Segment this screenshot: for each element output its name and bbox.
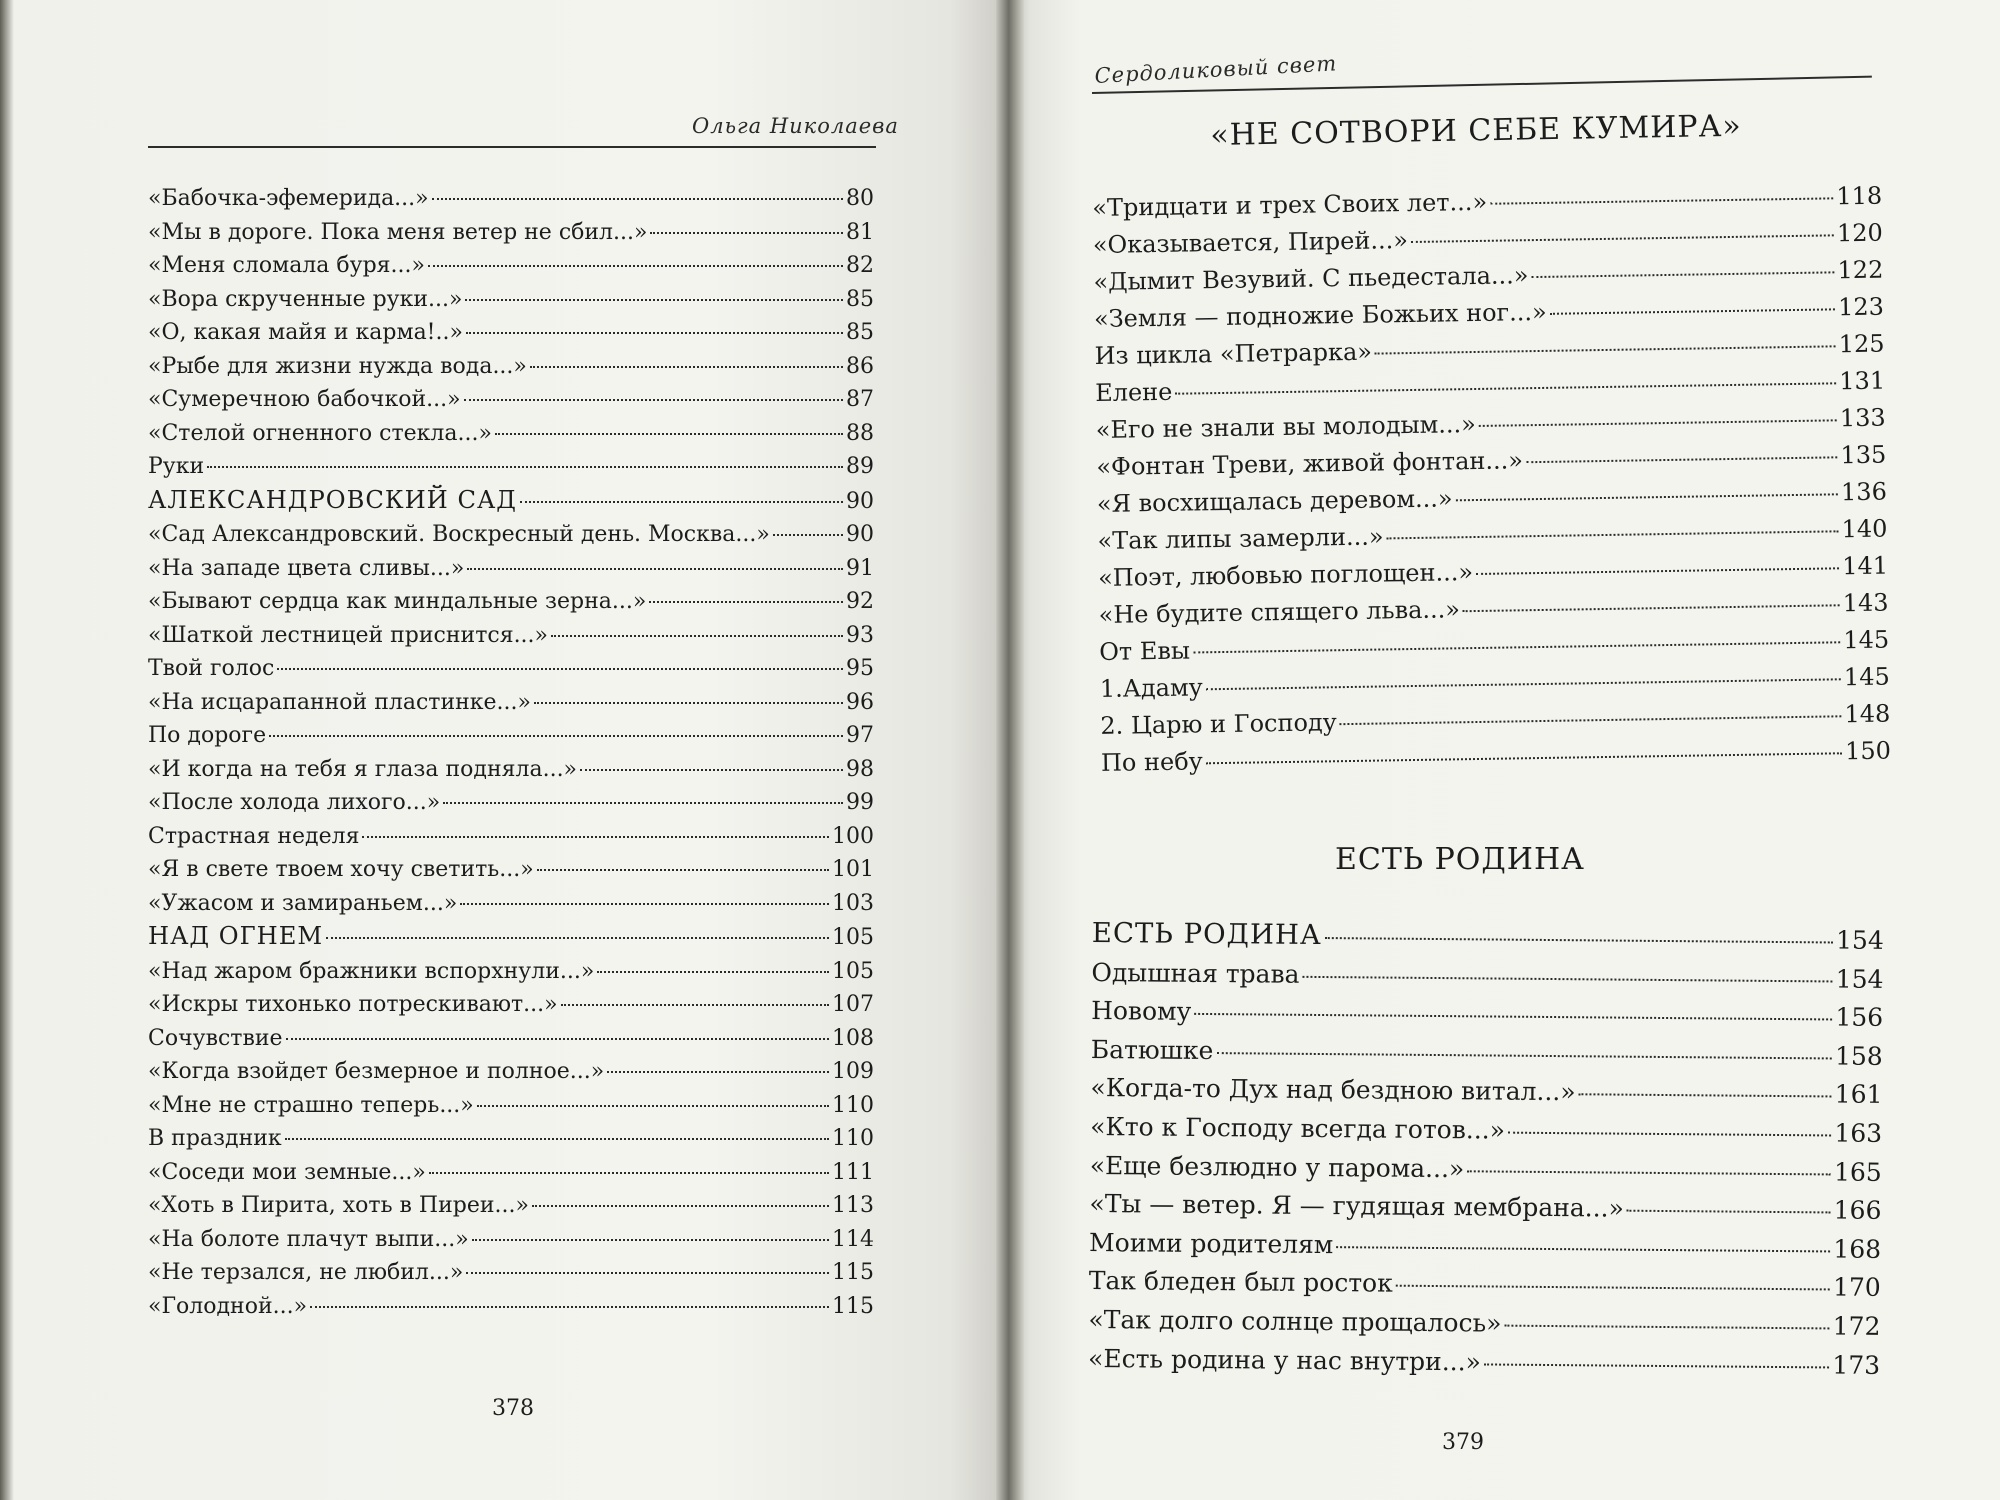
- toc-entry-title: «Стелой огненного стекла...»: [148, 420, 492, 446]
- toc-list-right-section2: [1088, 914, 1884, 1385]
- toc-entry-title: «Мы в дороге. Пока меня ветер не сбил...»: [148, 219, 648, 245]
- toc-entry-page: 107: [832, 992, 874, 1017]
- toc-entry-page: 154: [1835, 964, 1884, 994]
- dot-leader: [326, 937, 829, 939]
- toc-entry-title: «Есть родина у нас внутри...»: [1087, 1343, 1482, 1376]
- toc-entry-title: «Дымит Везувий. С пьедестала...»: [1093, 261, 1529, 296]
- header-rule: [148, 146, 876, 148]
- toc-entry: [148, 182, 874, 216]
- toc-entry-title: Елене: [1094, 377, 1173, 407]
- dot-leader: [773, 534, 843, 536]
- toc-entry: [148, 283, 874, 317]
- dot-leader: [465, 299, 843, 301]
- toc-entry-page: 148: [1844, 699, 1891, 729]
- toc-entry-page: 115: [832, 1260, 874, 1285]
- toc-entry-page: 170: [1832, 1272, 1881, 1303]
- dot-leader: [466, 1272, 829, 1274]
- toc-entry: [1091, 954, 1883, 1000]
- dot-leader: [277, 668, 843, 670]
- dot-leader: [1490, 197, 1833, 204]
- dot-leader: [534, 702, 843, 704]
- dot-leader: [532, 1205, 829, 1207]
- toc-entry-page: 110: [832, 1126, 874, 1151]
- toc-entry: [148, 518, 874, 552]
- toc-entry-page: 115: [832, 1293, 874, 1319]
- toc-entry-page: 105: [832, 958, 874, 984]
- dot-leader: [443, 802, 843, 804]
- toc-entry-page: 136: [1840, 477, 1888, 507]
- toc-entry-title: По небу: [1100, 747, 1203, 777]
- toc-entry: [148, 450, 874, 484]
- toc-entry-page: 173: [1832, 1350, 1881, 1380]
- toc-entry: [148, 920, 874, 955]
- toc-entry-title: НАД ОГНЕМ: [148, 922, 324, 950]
- toc-entry: [148, 820, 874, 854]
- toc-entry-title: «Голодной...»: [148, 1293, 308, 1319]
- toc-entry-title: «Когда-то Дух над бездною витал...»: [1090, 1073, 1576, 1107]
- dot-leader: [580, 769, 843, 771]
- dot-leader: [269, 735, 843, 737]
- toc-entry-page: 88: [846, 420, 874, 446]
- toc-entry-page: 143: [1842, 588, 1889, 618]
- toc-entry-page: 163: [1834, 1118, 1883, 1148]
- toc-entry-page: 165: [1833, 1157, 1882, 1187]
- toc-entry-title: Моими родителям: [1089, 1227, 1334, 1259]
- toc-entry-page: 114: [832, 1226, 874, 1252]
- dot-leader: [1194, 1013, 1832, 1021]
- toc-entry: [148, 316, 874, 350]
- toc-entry-title: «Ты — ветер. Я — гудящая мембрана...»: [1089, 1189, 1625, 1223]
- dot-leader: [467, 568, 843, 570]
- toc-entry-title: «Мне не страшно теперь...»: [148, 1092, 474, 1118]
- toc-entry-title: «На болоте плачут выпи...»: [148, 1226, 469, 1252]
- toc-entry-page: 89: [846, 454, 874, 479]
- dot-leader: [1484, 1363, 1829, 1368]
- toc-entry-title: «Фонтан Треви, живой фонтан...»: [1096, 446, 1524, 481]
- toc-entry: [148, 686, 874, 720]
- toc-entry-page: 133: [1839, 403, 1886, 433]
- toc-entry-title: Страстная неделя: [148, 823, 360, 849]
- toc-entry-page: 113: [832, 1193, 874, 1218]
- toc-entry-title: Твой голос: [148, 656, 275, 681]
- toc-entry: [148, 417, 874, 451]
- dot-leader: [1175, 382, 1836, 394]
- dot-leader: [551, 635, 843, 637]
- toc-entry-page: 96: [846, 689, 874, 715]
- toc-entry: [148, 1189, 874, 1223]
- dot-leader: [607, 1071, 829, 1073]
- dot-leader: [1216, 1052, 1832, 1059]
- toc-entry-title: «Кто к Господу всегда готов...»: [1090, 1111, 1506, 1145]
- dot-leader: [1340, 715, 1842, 725]
- toc-entry: [148, 249, 874, 283]
- toc-list-left: [148, 182, 874, 1323]
- toc-entry-page: 105: [832, 925, 874, 950]
- toc-entry-title: Из цикла «Петрарка»: [1094, 337, 1373, 370]
- toc-entry-title: «Так липы замерли...»: [1097, 522, 1384, 555]
- toc-entry-title: АЛЕКСАНДРОВСКИЙ САД: [148, 485, 517, 514]
- dot-leader: [1396, 1285, 1830, 1291]
- dot-leader: [286, 1038, 829, 1040]
- toc-entry-title: «Поэт, любовью поглощен...»: [1097, 558, 1474, 592]
- toc-entry-title: «Не терзался, не любил...»: [148, 1260, 464, 1285]
- dot-leader: [207, 466, 843, 468]
- toc-entry-page: 82: [846, 253, 874, 278]
- toc-entry-page: 122: [1837, 255, 1884, 285]
- toc-entry-title: «Искры тихонько потрескивают...»: [148, 992, 558, 1017]
- dot-leader: [495, 433, 843, 435]
- dot-leader: [1526, 456, 1838, 463]
- running-head-title: Сердоликовый свет: [1094, 51, 1338, 88]
- toc-entry: [148, 585, 874, 619]
- dot-leader: [1627, 1210, 1831, 1214]
- toc-entry: [148, 786, 874, 820]
- toc-entry-title: «Рыбе для жизни нужда вода...»: [148, 353, 527, 379]
- toc-entry-title: «На исцарапанной пластинке...»: [148, 689, 531, 715]
- dot-leader: [432, 198, 843, 200]
- toc-entry-page: 166: [1833, 1195, 1882, 1226]
- toc-entry-page: 168: [1833, 1234, 1882, 1264]
- toc-entry-title: «Над жаром бражники вспорхнули...»: [148, 958, 595, 984]
- dot-leader: [1531, 271, 1834, 278]
- toc-entry-page: 98: [846, 756, 874, 782]
- toc-entry-page: 97: [846, 723, 874, 748]
- toc-entry-title: «Сумеречною бабочкой...»: [148, 387, 461, 412]
- toc-entry-page: 154: [1835, 925, 1884, 955]
- toc-entry-page: 150: [1844, 736, 1892, 766]
- toc-entry: [148, 1256, 874, 1290]
- dot-leader: [1550, 308, 1835, 314]
- toc-entry-title: «Бывают сердца как миндальные зерна...»: [148, 589, 647, 614]
- toc-entry: [148, 853, 874, 887]
- toc-entry: [148, 383, 874, 417]
- toc-entry-title: ЕСТЬ РОДИНА: [1091, 916, 1322, 952]
- toc-entry-title: «Сад Александровский. Воскресный день. Москва...»: [148, 522, 770, 547]
- toc-entry-title: Новому: [1091, 996, 1192, 1027]
- toc-entry: [148, 552, 874, 586]
- dot-leader: [477, 1105, 829, 1107]
- toc-entry: [148, 753, 874, 787]
- page-number-left: 378: [492, 1396, 534, 1421]
- toc-entry-title: Батюшке: [1090, 1034, 1214, 1065]
- toc-entry-title: «На западе цвета сливы...»: [148, 555, 465, 581]
- toc-entry: [148, 1290, 874, 1324]
- toc-entry-title: «Вора скрученные руки...»: [148, 286, 463, 312]
- dot-leader: [1456, 493, 1838, 501]
- toc-entry-title: В праздник: [148, 1126, 282, 1151]
- toc-entry: [148, 484, 874, 519]
- toc-entry-title: Одышная трава: [1091, 957, 1300, 989]
- toc-entry-page: 158: [1834, 1041, 1883, 1071]
- toc-entry-page: 85: [846, 286, 874, 312]
- toc-entry-title: Сочувствие: [148, 1025, 283, 1051]
- toc-entry-page: 90: [846, 522, 874, 547]
- section-title-2: ЕСТЬ РОДИНА: [1335, 842, 1585, 877]
- toc-entry: [148, 1122, 874, 1156]
- dot-leader: [460, 903, 829, 905]
- toc-entry-title: «Шаткой лестницей приснится...»: [148, 622, 549, 648]
- dot-leader: [530, 366, 843, 368]
- toc-entry-page: 108: [832, 1025, 874, 1051]
- toc-entry-page: 85: [846, 320, 874, 345]
- dot-leader: [1479, 419, 1837, 427]
- toc-entry-title: «Не будите спящего льва...»: [1098, 595, 1461, 629]
- dot-leader: [362, 836, 829, 838]
- toc-entry-title: «Хоть в Пирита, хоть в Пиреи...»: [148, 1193, 529, 1218]
- dot-leader: [1467, 1170, 1831, 1175]
- toc-list-right-section1: [1092, 178, 1891, 782]
- book-gutter: [996, 0, 1024, 1500]
- toc-entry-page: 172: [1832, 1311, 1881, 1341]
- toc-entry: [148, 619, 874, 653]
- toc-entry-page: 95: [846, 656, 874, 681]
- dot-leader: [285, 1138, 829, 1140]
- toc-entry-title: «Я восхищалась деревом...»: [1096, 484, 1453, 518]
- toc-entry: [148, 1055, 874, 1089]
- toc-entry-title: «О, какая майя и карма!..»: [148, 320, 463, 345]
- dot-leader: [1508, 1132, 1831, 1137]
- dot-leader: [310, 1306, 829, 1308]
- dot-leader: [1193, 641, 1840, 653]
- toc-entry-page: 135: [1840, 440, 1887, 470]
- toc-entry-page: 111: [832, 1159, 874, 1185]
- toc-entry-page: 145: [1843, 662, 1890, 692]
- dot-leader: [1476, 567, 1839, 575]
- dot-leader: [1206, 678, 1841, 690]
- dot-leader: [561, 1004, 829, 1006]
- toc-entry-title: «Когда взойдет безмерное и полное...»: [148, 1059, 605, 1084]
- toc-entry-page: 156: [1835, 1002, 1884, 1033]
- toc-entry: [148, 350, 874, 384]
- section-title-1: «НЕ СОТВОРИ СЕБЕ КУМИРА»: [1210, 108, 1742, 153]
- dot-leader: [1336, 1246, 1830, 1252]
- toc-entry: [148, 216, 874, 250]
- toc-entry: [1092, 914, 1884, 961]
- dot-leader: [520, 501, 843, 503]
- toc-entry-page: 103: [832, 890, 874, 916]
- toc-entry-page: 81: [846, 219, 874, 245]
- dot-leader: [429, 1172, 829, 1174]
- dot-leader: [428, 265, 843, 267]
- toc-entry-title: От Евы: [1099, 636, 1191, 666]
- toc-entry-page: 80: [846, 186, 874, 211]
- dot-leader: [1411, 234, 1834, 243]
- toc-entry-title: «И когда на тебя я глаза подняла...»: [148, 756, 578, 782]
- toc-entry-title: Руки: [148, 454, 205, 479]
- toc-entry-page: 125: [1838, 329, 1885, 359]
- toc-entry-page: 141: [1841, 551, 1889, 581]
- toc-entry-title: «После холода лихого...»: [148, 790, 441, 815]
- toc-entry-page: 131: [1839, 366, 1886, 396]
- toc-entry: [148, 652, 874, 686]
- dot-leader: [1387, 530, 1839, 539]
- toc-entry-title: «Земля — подножие Божьих ног...»: [1093, 297, 1547, 333]
- toc-entry-page: 87: [846, 387, 874, 412]
- toc-entry: [148, 1156, 874, 1190]
- toc-entry-page: 91: [846, 555, 874, 581]
- dot-leader: [650, 232, 843, 234]
- toc-entry-title: «Соседи мои земные...»: [148, 1159, 426, 1185]
- toc-entry-page: 123: [1837, 292, 1885, 322]
- toc-entry: [148, 1223, 874, 1257]
- toc-entry-page: 93: [846, 622, 874, 648]
- toc-entry: [148, 988, 874, 1022]
- toc-entry-page: 120: [1836, 218, 1883, 248]
- dot-leader: [1463, 604, 1840, 612]
- dot-leader: [597, 971, 829, 973]
- dot-leader: [1303, 975, 1833, 982]
- toc-entry-title: «Я в свете твоем хочу светить...»: [148, 857, 534, 882]
- toc-entry-title: «Бабочка-эфемерида...»: [148, 186, 429, 211]
- toc-entry-title: 1.Адаму: [1099, 673, 1203, 703]
- dot-leader: [537, 869, 829, 871]
- toc-entry-title: 2. Царю и Господу: [1100, 708, 1338, 740]
- dot-leader: [1325, 937, 1833, 943]
- toc-entry: [148, 1089, 874, 1123]
- toc-entry-title: «Тридцати и трех Своих лет...»: [1092, 187, 1488, 222]
- toc-entry-title: Так бледен был росток: [1088, 1266, 1393, 1298]
- dot-leader: [1504, 1325, 1829, 1330]
- dot-leader: [1375, 345, 1836, 354]
- toc-entry: [148, 1022, 874, 1056]
- toc-entry: [148, 887, 874, 921]
- toc-entry-page: 118: [1836, 181, 1883, 211]
- dot-leader: [466, 332, 843, 334]
- dot-leader: [1206, 752, 1842, 764]
- toc-entry-page: 99: [846, 790, 874, 815]
- dot-leader: [472, 1239, 829, 1241]
- running-head-author: Ольга Николаева: [692, 114, 899, 138]
- toc-entry-title: «Ужасом и замираньем...»: [148, 890, 458, 916]
- dot-leader: [649, 601, 843, 603]
- toc-entry-title: «Его не знали вы молодым...»: [1095, 410, 1477, 444]
- dot-leader: [1579, 1094, 1832, 1098]
- toc-entry: [148, 955, 874, 989]
- toc-entry-page: 92: [846, 589, 874, 614]
- toc-entry-title: По дороге: [148, 723, 267, 748]
- toc-entry-page: 100: [832, 823, 874, 849]
- toc-entry: [1088, 1340, 1880, 1386]
- toc-entry-page: 140: [1841, 514, 1888, 544]
- toc-entry-title: «Оказывается, Пирей...»: [1092, 226, 1409, 259]
- toc-entry-page: 86: [846, 353, 874, 379]
- toc-entry-page: 161: [1834, 1079, 1883, 1110]
- toc-entry-page: 145: [1843, 625, 1890, 655]
- toc-entry-title: «Меня сломала буря...»: [148, 253, 425, 278]
- toc-entry: [148, 719, 874, 753]
- dot-leader: [464, 399, 843, 401]
- toc-entry-page: 110: [832, 1092, 874, 1118]
- page-number-right: 379: [1442, 1430, 1484, 1455]
- toc-entry-page: 109: [832, 1059, 874, 1084]
- toc-entry-title: «Еще безлюдно у парома...»: [1089, 1150, 1465, 1183]
- toc-entry-title: «Так долго солнце прощалось»: [1088, 1304, 1502, 1338]
- toc-entry-page: 90: [846, 488, 874, 514]
- toc-entry-page: 101: [832, 857, 874, 882]
